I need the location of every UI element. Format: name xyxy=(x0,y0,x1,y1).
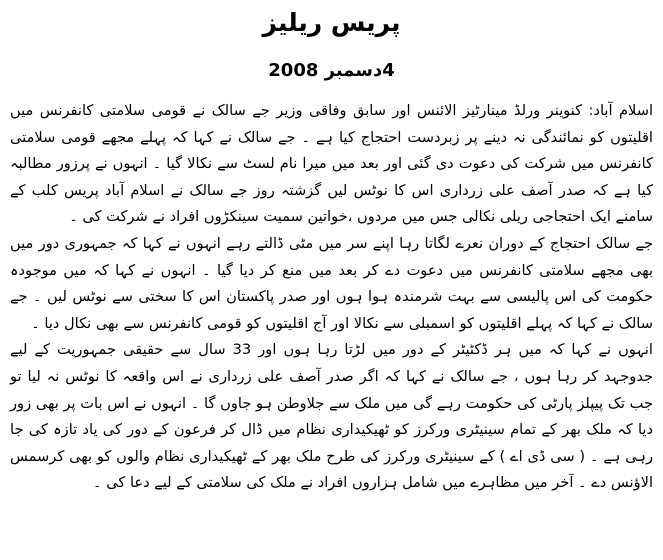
press-release-date: 4دسمبر 2008 xyxy=(268,60,395,81)
paragraph-2: جے سالک احتجاج کے دوران نعرے لگاتا رہا اپنے سر میں مٹی ڈالتے رہے انہوں نے کہا کہ جمہوری دور میں بھی مجھے سلامتی کانفرنس میں دعوت دے کر بعد میں منع کر دیا گیا ۔ انہوں نے کہا کہ میں موجودہ حکومت کی اس پالیسی سے بہت شرمندہ ہوا ہوں اور صدر پاکستان اس کا سختی سے نوٹس لیں ۔ جے سالک نے کہا کہ پہلے اقلیتوں کو اسمبلی سے نکالا اور آج اقلیتوں کو قومی کانفرنس سے بھی نکال دیا ۔ xyxy=(10,234,653,332)
paragraph-3: انہوں نے کہا کہ میں ہر ڈکٹیٹر کے دور میں لڑتا رہا ہوں اور 33 سال سے حقیقی جمہوریت کے لیے جدوجہد کر رہا ہوں ، جے سالک نے کہا کہ اگر صدر آصف علی زرداری نے اس واقعہ کا نوٹس نہ لیا تو جب تک پیپلز پارٹی کی حکومت رہے گی میں ملک سے جلاوطن ہو جاوں گا ۔ انہوں نے اس بات پر بھی زور دیا کہ ملک بھر کے تمام سینیٹری ورکرز کو ٹھیکیداری نظام میں ڈال کر فرعون کے دور کی یاد تازہ کی جا رہی ہے ۔ ( سی ڈی اے ) کے سینیٹری ورکرز کی طرح ملک بھر کے ٹھیکیداری نظام والوں کو بھی کرسمس الاؤنس دے ۔ آخر میں مظاہرے میں شامل ہزاروں افراد نے ملک کی سلامتی کے لیے دعا کی ۔ xyxy=(10,341,653,492)
paragraph-1: اسلام آباد: کنوینر ورلڈ مینارٹیز الائنس اور سابق وفاقی وزیر جے سالک نے قومی سلامتی کانفرنس میں اقلیتوں کو نمائندگی نہ دینے پر زبردست احتجاج کیا ہے ۔ جے سالک نے کہا کہ پہلے مجھے قومی سلامتی کانفرنس میں شرکت کی دعوت دی گئی اور بعد میں میرا نام لسٹ سے نکالا گیا ۔ انہوں نے پرزور مطالبہ کیا ہے کہ صدر آصف علی زرداری اس کا نوٹس لیں گزشتہ روز جے سالک نے اسلام آباد پریس کلب کے سامنے ایک احتجاجی ریلی نکالی جس میں مردوں ،خواتین سمیت سینکڑوں افراد نے شرکت کی ۔ xyxy=(10,102,653,226)
press-release-title: پریس ریلیز xyxy=(262,8,401,37)
press-release-body xyxy=(10,98,653,497)
